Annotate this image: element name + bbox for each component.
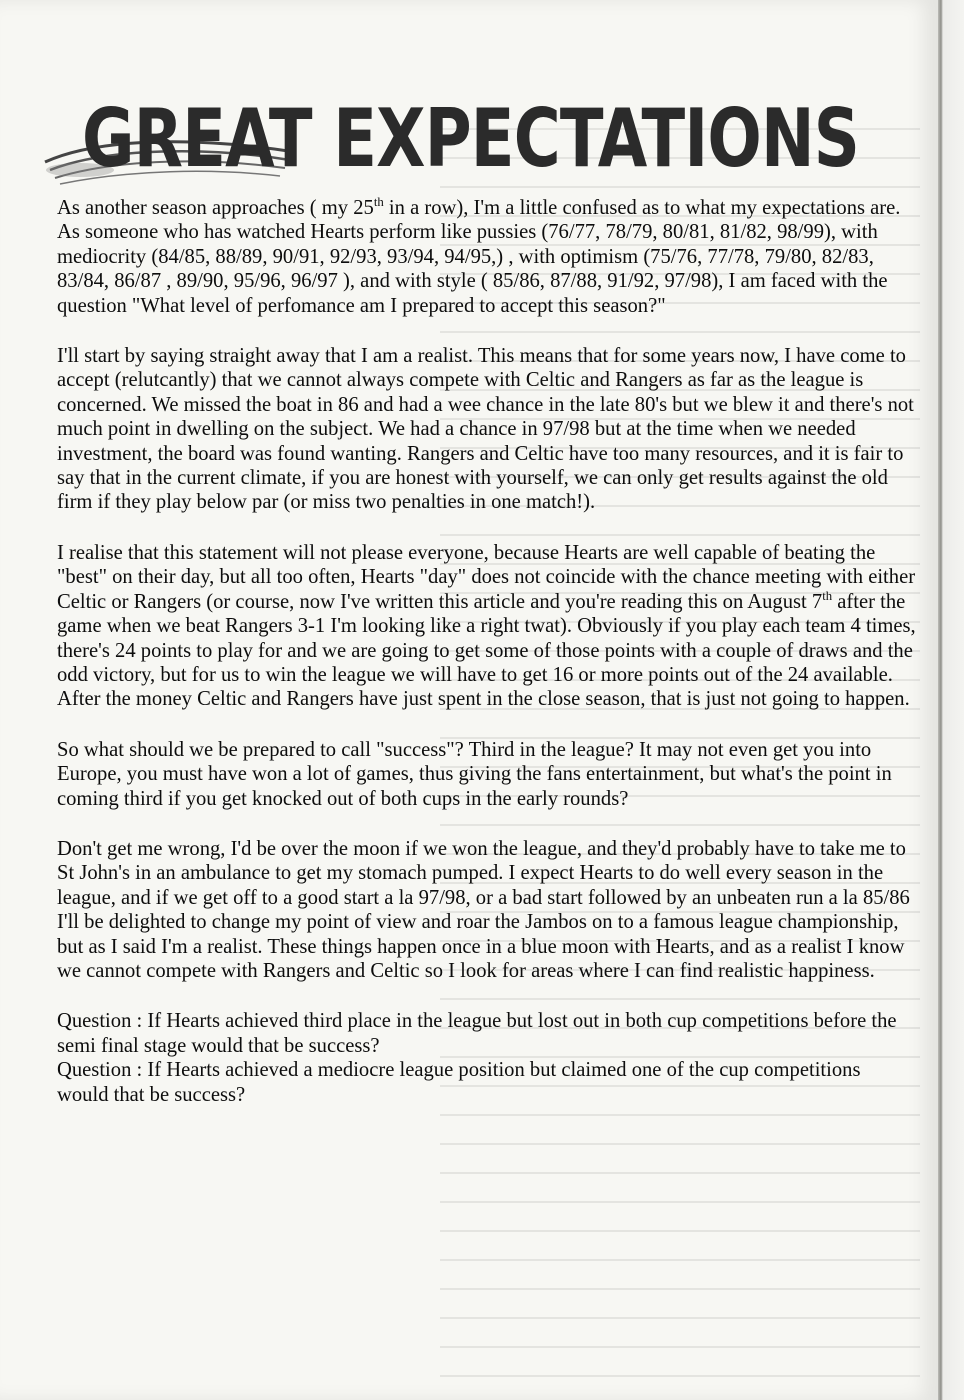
paragraph-statement: I realise that this statement will not please everyone, because Hearts are well capable of beating the "best" on their day, but all too often, Hearts "day" does not coincide with the chance meeting with either Celtic or Rangers (or course, now I've written this article and you're reading this on August 7th after the game when we beat Rangers 3-1 I'm looking like a right twat). Obviously if you play each team 4 times, there's 24 points to play for and we are going to get some of those points with a couple of draws and the odd victory, but for us to win the league we will have to get 16 or more points out of the 24 available. After the money Celtic and Rangers have just spent in the close season, that is just not going to happen. <box>57 541 916 711</box>
question-two: Question : If Hearts achieved a mediocre league position but claimed one of the cup competitions would that be success? <box>57 1059 861 1106</box>
paragraph-dont-get-me-wrong: Don't get me wrong, I'd be over the moon if we won the league, and they'd probably have to take me to St John's in an ambulance to get my stomach pumped. I expect Hearts to do well every season in the league, and if we get off to a good start a la 97/98, or a bad start followed by an unbeaten run a la 85/86 I'll be delighted to change my point of view and roar the Jambos on to a famous league championship, but as I said I'm a realist. These things happen once in a blue moon with Hearts, and as a realist I know we cannot compete with Rangers and Celtic so I look for areas where I can find realistic happiness. <box>57 837 910 982</box>
adjacent-page-edge <box>938 0 964 1400</box>
title-block <box>40 92 860 202</box>
page-title: GREAT EXPECTATIONS <box>82 92 860 185</box>
paragraph-realist: I'll start by saying straight away that I am a realist. This means that for some years now, I have come to accept (relutcantly) that we cannot always compete with Celtic and Rangers as far as the league is concerned. We missed the boat in 86 and had a wee chance in the late 80's but we blew it and there's not much point in dwelling on the subject. We had a chance in 97/98 but at the time when we needed investment, the board was found wanting. Rangers and Celtic have too many resources, and it is fair to say that in the current climate, if you are honest with yourself, we can only get results against the old firm if they play below par (or miss two penalties in one match!). <box>57 345 914 514</box>
paragraph-success: So what should we be prepared to call "success"? Third in the league? It may not even get you into Europe, you must have won a lot of games, thus giving the fans entertainment, but what's the point in coming third if you get knocked out of both cups in the early rounds? <box>57 738 892 810</box>
article-body <box>57 196 917 1107</box>
paragraph-intro: As another season approaches ( my 25th in a row), I'm a little confused as to what my expectations are. As someone who has watched Hearts perform like pussies (76/77, 78/79, 80/81, 81/82, 98/99), with mediocrity (84/85, 88/89, 90/91, 92/93, 93/94, 94/95,) , with optimism (75/76, 77/78, 79/80, 82/83, 83/84, 86/87 , 89/90, 95/96, 96/97 ), and with style ( 85/86, 87/88, 91/92, 97/98), I am faced with the question "What level of perfomance am I prepared to accept this season?" <box>57 195 901 317</box>
question-one: Question : If Hearts achieved third place in the league but lost out in both cup competitions before the semi final stage would that be success? <box>57 1010 897 1057</box>
